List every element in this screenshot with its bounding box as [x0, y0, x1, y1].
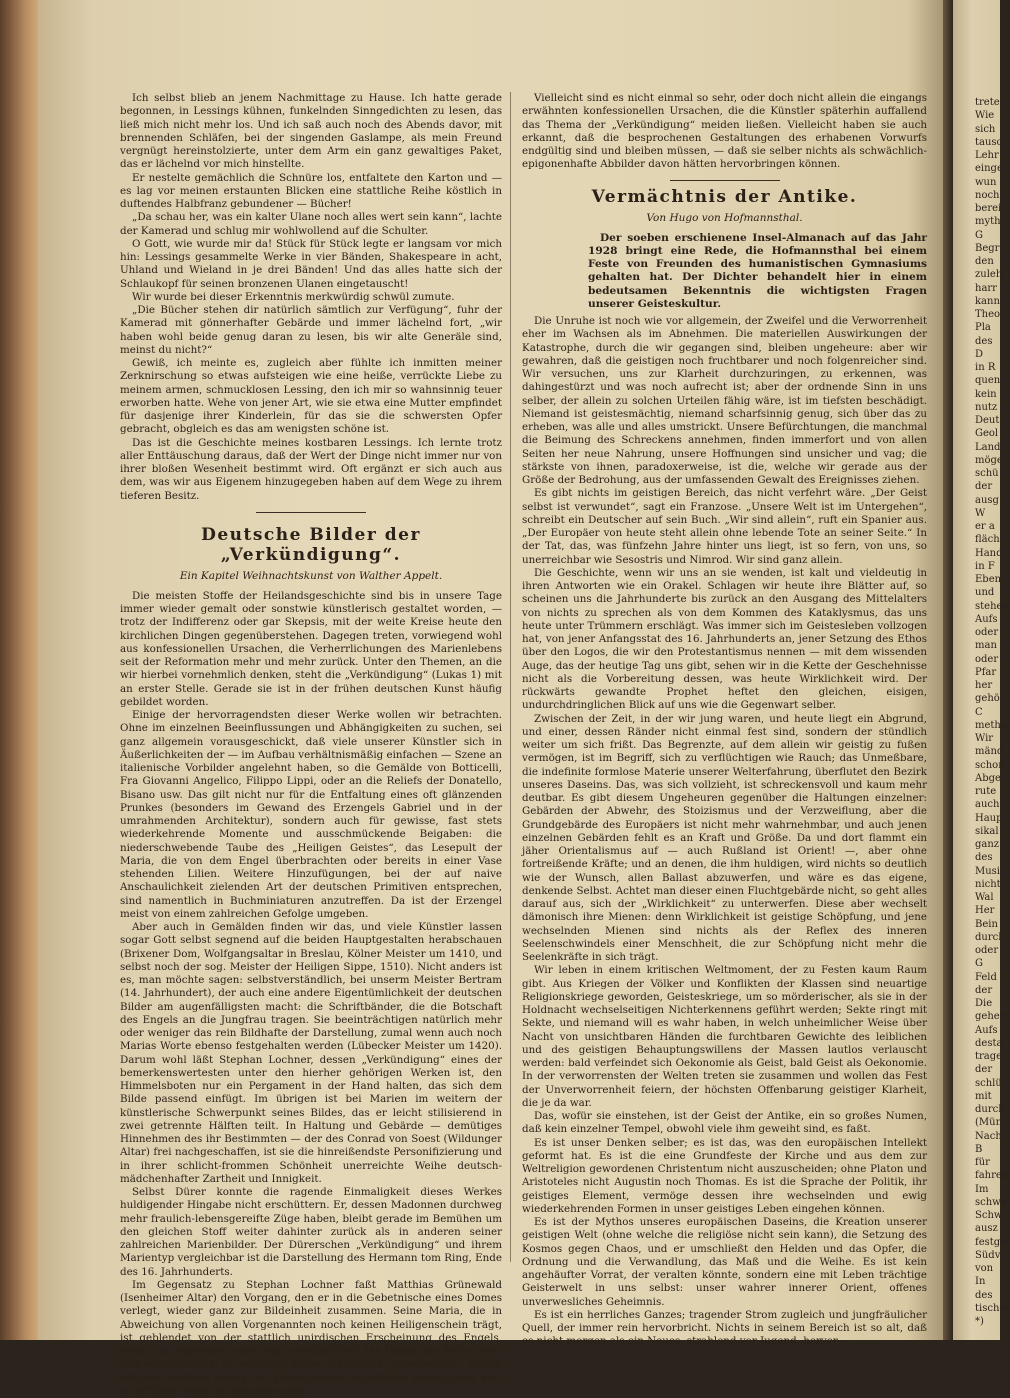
facing-page-line: bereit [975, 203, 1006, 214]
facing-page-line: Im [975, 1183, 989, 1195]
facing-page-line: in F [975, 560, 995, 572]
facing-page-line: G [975, 229, 983, 241]
facing-page-line: Pfar [975, 666, 997, 678]
facing-page-line: oder [975, 653, 999, 665]
facing-page-line: Deut [975, 415, 1000, 426]
facing-page-line: ganz [975, 839, 1000, 850]
facing-page-line: rute [975, 786, 997, 797]
facing-page-line: Lehr [975, 150, 999, 161]
facing-page-line: *) [975, 1316, 984, 1327]
facing-page-line: kann [975, 295, 1000, 307]
facing-page-line: fahren [975, 1170, 1009, 1182]
facing-page-line: für [975, 1157, 990, 1168]
article-byline-hofmannsthal: Von Hugo von Hofmannsthal. [646, 211, 803, 224]
paragraph: Die meisten Stoffe der Heilandsgeschichte sind bis in unsere Tage immer wieder gemalt oder sonstwie künstlerisch gestaltet worden, — trotz der Indifferenz oder gar Skepsis, mit der weite Kreise heute den kirchlichen Dingen gegenüberstehen. Dagegen treten, vorwiegend wohl aus konfessionellen Ursachen, die Verherrlichungen des Marienlebens seit der Reformation mehr und mehr zurück. Unter den Themen, an die wir hierbei vornehmlich denken, steht die „Verkündigung“ (Lukas 1) mit an erster Stelle. Gerade sie ist in der frühen deutschen Kunst häufig gebildet worden. [120, 589, 502, 708]
paragraph: Die Geschichte, wenn wir uns an sie wenden, ist kalt und vieldeutig in ihren Antworten wie ein Orakel. Schlagen wir heute ihre Blätter auf, so scheinen uns die Jahrhunderte bis zurück an den Ausgang des Mittelalters von nichts zu sprechen als von dem Kommen des Kataklysmus, das uns heute unter Trümmern erschlägt. Was immer sich im Geistesleben vollzogen hat, von jener Anfangsstat des 16. Jahrhunderts an, jener Setzung des Ethos über den Logos, die wir den Protestantismus nennen — mit dem wissenden Auge, das der heutige Tag uns gibt, sehen wir in die Kette der Geschehnisse nicht als die Vorbereitung dessen, was heute Wirklichkeit wird. Der rückwärts gewandte Prophet heftet den gleichen, eisigen, undurchdringlichen Blick auf uns wie die Gegenwart selber. [522, 566, 927, 712]
facing-page-line: durch [975, 931, 1005, 943]
paragraph: Ich selbst blieb an jenem Nachmittage zu Hause. Ich hatte gerade begonnen, in Lessings kühnen, funkelnden Sinngedichten zu lesen, das ließ mich nicht mehr los. Und ich saß auch noch des Abends davor, mit brennenden Schläfen, bei der singenden Gaslampe, als mein Freund vergnügt hereinstolzierte, unter dem Arm ein ganz gewaltiges Paket, das er lächelnd vor mich hinstellte. [120, 92, 502, 171]
facing-page-line: mit [975, 1090, 992, 1102]
paragraph: Die Unruhe ist noch wie vor allgemein, der Zweifel und die Verworrenheit eher im Wachsen als im Abnehmen. Die materiellen Auswirkungen der Katastrophe, durch die wir gegangen sind, bleiben ungeheure: aber wir gewahren, daß die geistigen noch fruchtbarer und noch folgenreicher sind. Wir versuchen, uns zur Klarheit durchzuringen, zu erkennen, was dahingestürzt und was noch aufrecht ist; aber der ordnende Sinn in uns selber, der allein zu solchen Urteilen fähig wäre, ist im tiefsten beschädigt. Niemand ist geistesmächtig, niemand scharfsinnig genug, sich über das zu erheben, was alle und alles umstrickt. Unsere Befürchtungen, die manchmal die Beimung des Schreckens annehmen, finden immerfort und von allen Seiten her neue Nahrung, unsere Hoffnungen sind unsicher und vag; die stärkste von ihnen, paradoxerweise, ist die, welche wir gerade aus der Größe der Bedrohung, aus der umfassenden Gewalt des Ereignisses ziehen. [522, 315, 927, 486]
facing-page-line: des [975, 335, 993, 347]
facing-page-line: Haup [975, 812, 1003, 824]
column-divider [510, 92, 511, 1262]
paragraph: Vielleicht sind es nicht einmal so sehr, oder doch nicht allein die eingangs erwähnten konfessionellen Ursachen, die die Künstler späterhin auffallend das Thema der „Verkündigung“ meiden ließen. Vielleicht haben sie auch erkannt, daß die besprochenen Gestaltungen des erhabenen Vorwurfs endgültig sind und bleiben müssen, — daß sie selber nichts als schwächlich-epigonenhafte Abbilder davon hätten hervorbringen können. [522, 92, 927, 171]
facing-page-line: schon [975, 759, 1005, 771]
facing-page-line: ausz [975, 1223, 998, 1235]
facing-page-line: von [975, 1263, 994, 1274]
facing-page-line: Aufs [975, 613, 998, 625]
facing-page-line: stehen [975, 600, 1009, 612]
facing-page-line: ausg [975, 494, 999, 506]
facing-page-line: Hand [975, 547, 1003, 559]
paragraph: Aber auch in Gemälden finden wir das, und viele Künstler lassen sogar Gott selbst segnend auf die beiden Hauptgestalten herabschauen (Brixener Dom, Wolfgangsaltar in Breslau, Kölner Meister um 1410, und selbst noch der sog. Meister der Heiligen Sippe, 1510). Nicht anders ist es, man möchte sagen: selbstverständlich, bei unserm Meister Bertram (14. Jahrhundert), der auch eine andere Eigentümlichkeit der deutschen Bilder am augenfälligsten macht: die Schriftbänder, die die Botschaft des Engels an die Jungfrau tragen. Sie beeinträchtigen natürlich mehr oder weniger das rein Bildhafte der Darstellung, zumal wenn auch noch Marias Worte ebenso festgehalten werden (Lübecker Meister um 1420). Darum wohl läßt Stephan Lochner, dessen „Verkündigung“ eines der bemerkenswertesten unter den hierher gehörigen Werken ist, den Himmelsboten nur ein Pergament in der Hand halten, das sich dem Bilde passend einfügt. Im übrigen ist bei Marien im weitern der künstlerische Schwerpunkt seines Bildes, das er leicht stilisierend in zwei getrennte Hälften teilt. In Haltung und Gebärde — demütiges Hinnehmen des ihr Bestimmten — der des Conrad von Soest (Wildunger Altar) frei nachgeschaffen, ist sie die hinreißendste Personifizierung und in ihrer schlicht-frommen Schönheit unerreichte Weihe deutsch-mädchenhafter Zartheit und Innigkeit. [120, 921, 502, 1185]
facing-page-line: Begr [975, 242, 1000, 254]
paragraph: Es ist ein herrliches Ganzes; tragender Strom zugleich und jungfräulicher Quell, der immer rein hervorbricht. Nichts in seinem Bereich ist so alt, daß es nicht morgen als ein Neues, strahlend vor Jugend, hervor- [522, 1308, 927, 1348]
facing-page-line: festge [975, 1236, 1007, 1248]
article-body-verkuendigung [120, 590, 502, 1398]
facing-page-line: Südv [975, 1249, 1001, 1261]
article-byline-appelt: Ein Kapitel Weihnachtskunst von Walther Appelt. [179, 569, 443, 582]
article-title-antike: Vermächtnis der Antike. [591, 186, 858, 207]
facing-page-line: der [975, 984, 993, 996]
facing-page-line: tischer [975, 1302, 1010, 1314]
facing-page-line: gehen [975, 1011, 1007, 1023]
paragraph: Er nestelte gemächlich die Schnüre los, entfaltete den Karton und — es lag vor meinen erstaunten Blicken eine stattliche Reihe köstlich in duftendes Halbfranz gebundener — Bücher! [120, 171, 502, 210]
facing-page-text [953, 0, 1010, 1328]
facing-page-line: schwe [975, 1196, 1007, 1208]
facing-page-line: Geol [975, 428, 999, 440]
paragraph: Wir leben in einem kritischen Weltmoment, der zu Festen kaum Raum gibt. Aus Kriegen der Völker und Konflikten der Klassen sind neuartige Religionskriege geworden, Geisteskriege, um so mörderischer, als sie in der Holdnacht wechselseitigen Nichterkennens geführt werden; Sekte ringt mit Sekte, und niemand will es wahr haben, in welch unheimlicher Weise über Nacht von unsichtbaren Händen die furchtbaren Gewichte des leiblichen und des geistigen Behauptungswillens der Massen lautlos verlauscht werden: bald verfeindet sich Oekonomie als Geist, bald Geist als Oekonomie. In der verworrensten der Welten treten sie zusammen und wollen das Fest der Unverworrenheit feiern, der höchsten Offenbarung geistiger Klarheit, die je da war. [522, 964, 927, 1109]
facing-page-line: G [975, 958, 983, 970]
facing-page-edge [953, 0, 1010, 1340]
facing-page-line: In [975, 1276, 986, 1288]
facing-page-line: nicht [975, 878, 1001, 890]
facing-page-line: möge [975, 454, 1003, 466]
paragraph: O Gott, wie wurde mir da! Stück für Stück legte er langsam vor mich hin: Lessings gesammelte Werke in vier Bänden, Shakespeare in acht, Uhland und Wieland in je drei Bänden! Und das alles hatte sich der Schlaukopf für seinen bronzenen Ulanen eingetauscht! [120, 237, 502, 290]
paragraph: Zwischen der Zeit, in der wir jung waren, und heute liegt ein Abgrund, und einer, dessen Ränder nicht einmal fest sind, sondern der stündlich weiter um sich frißt. Das Begrenzte, auf dem allein wir geistig zu fußen vermögen, ist im Begriff, sich zu verflüchtigen wie Rauch; das Unmeßbare, die indefinite formlose Materie unserer Welterfahrung, überflutet den Bezirk unseres Daseins. Das, was sich vollzieht, ist schreckensvoll und kaum mehr deutbar. Es gibt diesem Ungeheuren gegenüber die Haltungen einzelner: Gebärden der Abwehr, des Stoizismus und der Verzweiflung, aber die Grundgebärde des Europäers ist nicht mehr wahrnehmbar, und auch jenen einzelnen Gebärden fehlt es an Kraft und Größe. Da und dort flammt ein jäher Orientalismus auf — auch Rußland ist Orient! —, aber ohne fortreißende Kräfte; und an denen, die ihm huldigen, wird nichts so deutlich wie der Wunsch, allen Ballast abzuwerfen, und wäre es das eigene, denkende Selbst. Achtet man dieser einen Fluchtgebärde nicht, so geht alles darauf aus, sich der „Wirklichkeit“ zu unterwerfen. Diese aber wechselt dämonisch ihre Mienen: denn Wirklichkeit ist geistige Schöpfung, und jene wechselnden Mienen sind nichts als der Reflex des inneren Seelenschwindels einer Menschheit, die zur Schöpfung nicht mehr die Seelenkräfte in sich trägt. [522, 712, 927, 963]
story-continuation [120, 92, 502, 503]
paragraph: Im Gegensatz zu Stephan Lochner faßt Matthias Grünewald (Isenheimer Altar) den Vorgang, den er in die Gebetnische eines Domes verlegt, wieder ganz zur Bildeinheit zusammen. Seine Maria, die in Abweichung von allen Vorgenannten noch keinen Heiligenschein trägt, ist geblendet von der stattlich unirdischen Erscheinung des Engels, senkt die Augenlider und neigt unwillkürlich das Haupt zur Seite. Aber ihre wundervollen, im wahrsten Sinne des Wortes „sprechenden“ Hände drücken herrlich genug die gottergebene, abgeklärte Bereitschaft aus, zu erfüllen, wozu sie berufen wurde. [120, 1278, 502, 1397]
facing-page-line: mänd [975, 746, 1004, 758]
facing-page-line: man [975, 640, 997, 652]
article-separator [256, 512, 366, 513]
facing-page-line: durch [975, 1104, 1005, 1115]
facing-page-line: trage [975, 1051, 1003, 1062]
facing-page-line: trete [975, 97, 1000, 108]
facing-page-line: Die [975, 998, 993, 1009]
facing-page-line: Land [975, 441, 1001, 453]
facing-page-line: B [975, 1143, 983, 1155]
facing-page-line: Theo [975, 309, 1001, 320]
facing-page-line: sich [975, 123, 996, 135]
paragraph: Selbst Dürer konnte die ragende Einmaligkeit dieses Werkes huldigender Hingabe nicht erschüttern. Er, dessen Madonnen durchweg mehr fraulich-lebensgereifte Züge haben, bleibt gerade im Bemühen um den gleichen Stoff weiter dahinter zurück als in anderen seiner zahlreichen Marienbilder. Der Dürerschen „Verkündigung“ und ihrem Marientyp vergleichbar ist die Darstellung des Hermann tom Ring, Ende des 16. Jahrhunderts. [120, 1186, 502, 1278]
facing-page-line: Her [975, 905, 995, 917]
article-separator [670, 180, 780, 181]
facing-page-line: er a [975, 521, 995, 532]
facing-page-line: D [975, 348, 984, 360]
facing-page-line: Musi [975, 865, 1001, 877]
facing-page-line: Bein [975, 918, 998, 930]
facing-page-line: Nach [975, 1130, 1002, 1142]
facing-page-line: Wal [975, 892, 994, 903]
facing-page-line: quen [975, 375, 1001, 387]
facing-page-line: der [975, 1064, 993, 1076]
paragraph: Gewiß, ich meinte es, zugleich aber fühlte ich inmitten meiner Zerknirschung so etwas aufsteigen wie eine heiße, verrückte Liebe zu meinem armen, schmucklosen Lessing, den ich mir so wahnsinnig teuer erworben hatte. Wehe von jener Art, wie sie etwa eine Mutter empfindet für dasjenige ihrer Kinderlein, für das sie die schwersten Opfer gebracht, obgleich es das am wenigsten schöne ist. [120, 357, 502, 436]
facing-page-line: zuleh [975, 269, 1003, 281]
facing-page-line: Pla [975, 322, 991, 334]
facing-page-line: noch [975, 189, 1000, 201]
facing-page-line: C [975, 706, 983, 718]
facing-page-line: W [975, 507, 986, 519]
paragraph: Es gibt nichts im geistigen Bereich, das nicht verfehrt wäre. „Der Geist selbst ist verwundet“, sagt ein Franzose. „Unsere Welt ist im Untergehen“, schreibt ein Deutscher auf sein Buch. „Wir sind allein“, ruft ein Spanier aus. „Der Europäer von heute steht allein ohne lebende Tote an seiner Seite.“ In der Tat, das, was fünfzehn Jahre hinter uns liegt, ist so fern, von uns, so unerreichbar wie Sesostris und Nimrod. Wir sind ganz allein. [522, 487, 927, 566]
facing-page-line: gehö [975, 693, 1000, 705]
article-continuation [522, 92, 927, 172]
facing-page-line: oder [975, 945, 999, 956]
book-binding-edge [0, 0, 38, 1340]
facing-page-line: her [975, 680, 993, 691]
paragraph: Es ist der Mythos unseres europäischen Daseins, die Kreation unserer geistigen Welt (ohne welche die religiöse nicht sein kann), die Setzung des Kosmos gegen Chaos, und er umschließt den Helden und das Opfer, die Ordnung und die Verwandlung, das Maß und die Weihe. Es ist kein angehäufter Vorrat, der veralten könnte, sondern eine mit Leben trächtige Geisterwelt in uns selbst: unser wahrer innerer Orient, offenes unverwesliches Geheimnis. [522, 1216, 927, 1308]
facing-page-line: sikal [975, 825, 999, 837]
facing-page-line: des [975, 1289, 993, 1301]
paragraph: Einige der hervorragendsten dieser Werke wollen wir betrachten. Ohne im einzelnen Beeinflussungen und Abhängigkeiten zu suchen, sei ganz allgemein vorausgeschickt, daß viele unserer Künstler sich in Äußerlichkeiten der — im Aufbau verhältnismäßig einfachen — Szene an italienische Vorbilder angelehnt haben, so die Gemälde von Botticelli, Fra Giovanni Angelico, Filippo Lippi, oder an die Reliefs der Donatello, Bisano usw. Das gilt nicht nur für die Entfaltung eines oft glänzenden Prunkes (besonders im Gewand des Erzengels Gabriel und in der umrahmenden Architektur), sondern auch für gewisse, fast stets wiederkehrende Momente und ausschmückende Beigaben: die niederschwebende Taube des „Heiligen Geistes“, das Lesepult der Maria, die von dem Engel überbrachten oder bereits in einer Vase stehenden Lilien. Weitere Hinzufügungen, bei der auf naive Anschaulichkeit zielenden Art der deutschen Primitiven entsprechen, sind namentlich in Buchminiaturen anzutreffen. Da ist der Erzengel meist von einem zahlreichen Gefolge umgeben. [120, 709, 502, 920]
facing-page-line: harr [975, 282, 997, 294]
facing-page-line: den [975, 256, 994, 267]
paragraph: Das, wofür sie einstehen, ist der Geist der Antike, ein so großes Numen, daß kein einzelner Tempel, obwohl viele ihm geweiht sind, es faßt. [522, 1110, 927, 1136]
facing-page-line: schü [975, 468, 999, 479]
facing-page-line: (Mün [975, 1117, 1003, 1129]
facing-page-line: wun [975, 176, 997, 188]
left-column [120, 92, 502, 1397]
facing-page-line: Wie [975, 110, 995, 122]
facing-page-line: Wir [975, 733, 994, 744]
article-intro: Der soeben erschienene Insel-Almanach auf das Jahr 1928 bringt eine Rede, die Hofmannsthal bei einem Feste von Freunden des humanistischen Gymnasiums gehalten hat. Der Dichter behandelt hier in einem bedeutsamen Bekenntnis die wichtigsten Fragen unserer Geisteskultur. [588, 231, 927, 310]
facing-page-line: einge [975, 163, 1003, 175]
paragraph: Das ist die Geschichte meines kostbaren Lessings. Ich lernte trotz aller Enttäuschung daraus, daß der Wert der Dinge nicht immer nur von ihrer bloßen Wesenheit bestimmt wird. Oft ergänzt er sich auch aus dem, was wir aus Eigenem hinzugegeben haben auf dem Wege zu ihrem tieferen Besitz. [120, 436, 502, 502]
right-column [522, 92, 927, 1348]
article-body-antike [522, 315, 927, 1349]
facing-page-line: Aufs [975, 1024, 998, 1036]
paragraph: Wir wurde bei dieser Erkenntnis merkwürdig schwül zumute. [132, 290, 455, 303]
facing-page-line: myth [975, 216, 1001, 228]
article-title-verkuendigung: Deutsche Bilder der „Verkündigung“. [201, 524, 421, 565]
facing-page-line: nutz [975, 401, 998, 413]
facing-page-line: Feld [975, 971, 997, 983]
facing-page-line: und [975, 587, 995, 599]
facing-page-line: fläch [975, 534, 1000, 546]
facing-page-line: Abge [975, 772, 1001, 784]
facing-page-line: schlü [975, 1077, 1002, 1089]
paragraph: Es ist unser Denken selber; es ist das, was den europäischen Intellekt geformt hat. Es ist die eine Grundfeste der Kirche und aus dem zur Weltreligion gewordenen Christentum nicht auszuscheiden; ohne Platon und Aristoteles nicht Augustin noch Thomas. Es ist die Sprache der Politik, ihr geistiges Element, vermöge dessen ihre wechselnden und ewig wiederkehrenden Formen in unser geistiges Leben eingehen können. [522, 1136, 927, 1215]
paragraph: „Da schau her, was ein kalter Ulane noch alles wert sein kann“, lachte der Kamerad und schlug mir wohlwollend auf die Schulter. [120, 211, 502, 237]
facing-page-line: Schw [975, 1210, 1003, 1221]
facing-page-line: auch [975, 799, 1000, 811]
facing-page-line: desta [975, 1037, 1003, 1049]
facing-page-line: metho [975, 719, 1007, 731]
facing-page-line: kein [975, 388, 997, 400]
facing-page-line: der [975, 481, 993, 493]
facing-page-line: oder [975, 627, 999, 638]
facing-page-line: in R [975, 362, 996, 373]
facing-page-line: des [975, 852, 993, 864]
facing-page-line: tausc [975, 136, 1003, 148]
page-gutter [943, 0, 953, 1340]
facing-page-line: Eben [975, 574, 1002, 585]
paragraph: „Die Bücher stehen dir natürlich sämtlich zur Verfügung“, fuhr der Kamerad mit gönnerhafter Gebärde und immer lächelnd fort, „wir haben wohl beide genug daran zu lesen, bis wir alte Generäle sind, meinst du nicht?“ [120, 304, 502, 356]
